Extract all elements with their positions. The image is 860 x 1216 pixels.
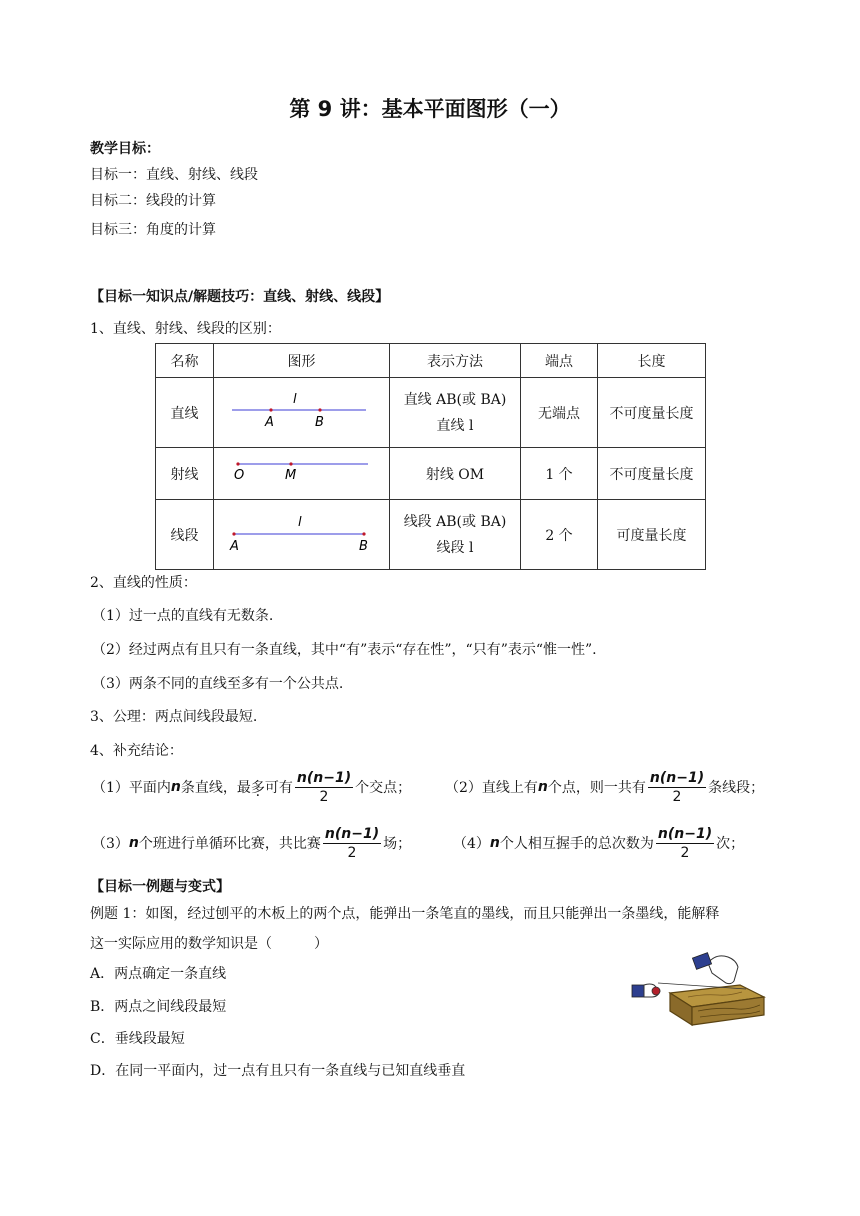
var-n: n <box>537 779 548 795</box>
goal-item: 目标三：角度的计算 <box>90 222 216 238</box>
paragraph: 2、直线的性质： <box>90 575 197 591</box>
label-b: B <box>315 415 324 430</box>
var-n: n <box>489 835 500 851</box>
point-b <box>318 408 321 411</box>
point-o <box>236 462 239 465</box>
paragraph: 4、补充结论： <box>90 743 183 759</box>
property-item: （2）经过两点有且只有一条直线，其中“有”表示“存在性”，“只有”表示“惟一性”. <box>92 642 597 658</box>
method-2: 直线 l <box>436 417 474 434</box>
text: 条线段； <box>708 780 765 796</box>
table-row <box>156 448 706 500</box>
var-n: n <box>128 835 139 851</box>
example-text: 这一实际应用的数学知识是（ ） <box>90 936 328 952</box>
method-1: 线段 AB(或 BA) <box>403 513 507 530</box>
example-text: 例题 1：如图，经过刨平的木板上的两个点，能弹出一条笔直的墨线，而且只能弹出一条墨线，能解释 <box>90 906 720 922</box>
table-header: 表示方法 <box>390 344 521 378</box>
figure-cell <box>214 500 390 570</box>
conclusion-3 <box>92 821 411 865</box>
text-emphasis: 多 · <box>251 777 265 797</box>
method-cell <box>390 500 521 570</box>
fraction-numerator: n(n−1) <box>657 825 713 842</box>
label-a: A <box>265 415 274 430</box>
option-d: D．在同一平面内，过一点有且只有一条直线与已知直线垂直 <box>90 1063 466 1079</box>
table-header: 长度 <box>598 344 706 378</box>
point-b <box>362 532 365 535</box>
row-name: 射线 <box>156 448 214 500</box>
length-cell: 可度量长度 <box>598 500 706 570</box>
property-item: （1）过一点的直线有无数条. <box>92 608 274 624</box>
table-header: 端点 <box>521 344 598 378</box>
hand-right <box>708 956 738 984</box>
length-cell: 不可度量长度 <box>598 448 706 500</box>
conclusion-4 <box>453 821 744 865</box>
paragraph: 3、公理：两点间线段最短. <box>90 709 258 725</box>
fraction <box>648 770 706 805</box>
label-b: B <box>359 539 368 554</box>
row-name: 线段 <box>156 500 214 570</box>
text: 个班进行单循环比赛，共比赛 <box>138 836 321 852</box>
comparison-table <box>155 343 706 570</box>
section-heading: 【目标一知识点/解题技巧：直线、射线、线段】 <box>90 289 390 305</box>
figure-cell <box>214 448 390 500</box>
paragraph: 1、直线、射线、线段的区别： <box>90 321 281 337</box>
text: 场； <box>383 836 412 852</box>
table-row <box>156 500 706 570</box>
fraction-denominator: 2 <box>319 788 329 805</box>
point-m <box>289 462 292 465</box>
fraction-denominator: 2 <box>347 844 357 861</box>
fraction-numerator: n(n−1) <box>324 825 380 842</box>
text: 个点，则一共有 <box>547 780 646 796</box>
fraction <box>295 770 353 805</box>
text: （1）平面内 <box>92 780 171 796</box>
table-header: 名称 <box>156 344 214 378</box>
plank-illustration <box>628 945 768 1035</box>
fraction-numerator: n(n−1) <box>649 769 705 786</box>
var-n: n <box>170 779 181 795</box>
text: 个交点； <box>355 780 412 796</box>
figure-cell <box>214 378 390 448</box>
sleeve-left <box>632 985 644 997</box>
length-cell: 不可度量长度 <box>598 378 706 448</box>
method-1: 直线 AB(或 BA) <box>403 391 507 408</box>
option-c: C．垂线段最短 <box>90 1031 185 1047</box>
property-item: （3）两条不同的直线至多有一个公共点. <box>92 676 344 692</box>
ray-figure <box>214 448 389 495</box>
method-cell <box>390 378 521 448</box>
conclusion-2 <box>445 765 764 809</box>
point-a <box>232 532 235 535</box>
text: （2）直线上有 <box>445 780 538 796</box>
label-m: M <box>285 468 297 483</box>
page-title: 第 9 讲：基本平面图形（一） <box>289 97 571 121</box>
fraction <box>656 826 714 861</box>
fraction-denominator: 2 <box>680 844 690 861</box>
endpoints-cell: 无端点 <box>521 378 598 448</box>
point-a <box>269 408 272 411</box>
goal-item: 目标一：直线、射线、线段 <box>90 167 258 183</box>
text: 个人相互握手的总次数为 <box>499 836 654 852</box>
goals-heading: 教学目标： <box>90 141 160 157</box>
endpoints-cell: 1 个 <box>521 448 598 500</box>
text: 可有 <box>264 780 293 796</box>
method-2: 线段 l <box>436 539 474 556</box>
section-heading: 【目标一例题与变式】 <box>90 879 230 895</box>
row-name: 直线 <box>156 378 214 448</box>
line-figure <box>214 378 389 443</box>
conclusion-1 <box>92 765 411 809</box>
table-row <box>156 378 706 448</box>
fraction-numerator: n(n−1) <box>296 769 352 786</box>
text: （4） <box>453 836 490 852</box>
option-a: A．两点确定一条直线 <box>90 966 227 982</box>
label-o: O <box>234 468 245 483</box>
option-b: B．两点之间线段最短 <box>90 999 227 1015</box>
sleeve-right <box>692 953 711 970</box>
text: 次； <box>716 836 745 852</box>
method-cell: 射线 OM <box>390 448 521 500</box>
text: 条直线，最 <box>180 780 251 796</box>
goal-item: 目标二：线段的计算 <box>90 193 216 209</box>
ink-reel <box>652 987 660 995</box>
segment-figure <box>214 500 389 565</box>
label-a: A <box>230 539 239 554</box>
fraction <box>323 826 381 861</box>
endpoints-cell: 2 个 <box>521 500 598 570</box>
label-l: l <box>298 515 302 530</box>
text: （3） <box>92 836 129 852</box>
fraction-denominator: 2 <box>672 788 682 805</box>
table-header: 图形 <box>214 344 390 378</box>
label-l: l <box>293 392 297 407</box>
